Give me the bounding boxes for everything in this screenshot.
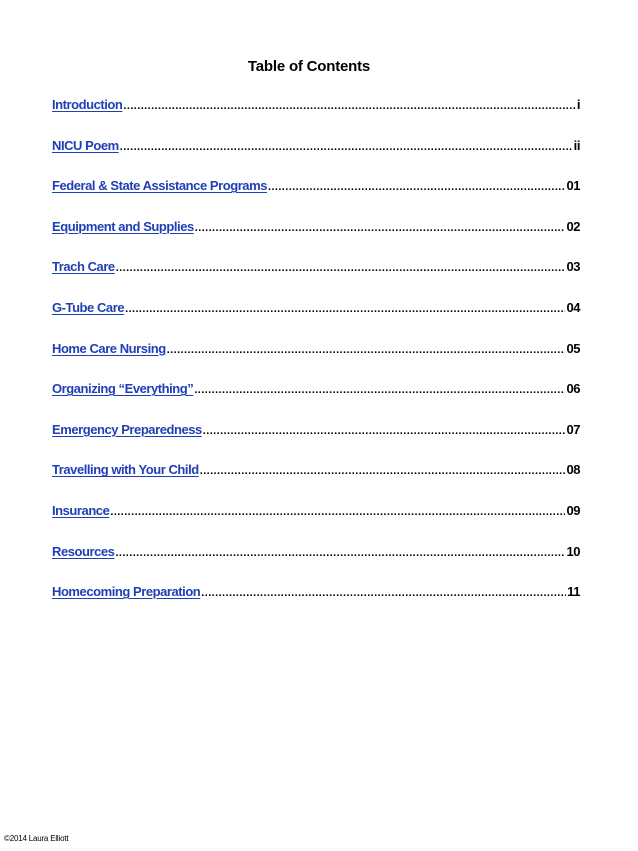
toc-link-g-tube-care[interactable]: G-Tube Care (52, 299, 125, 315)
toc-page-number: 10 (566, 543, 580, 559)
toc-page-number: 04 (566, 299, 580, 315)
toc-page-number: 05 (566, 340, 580, 356)
toc-entry-insurance (52, 503, 580, 544)
toc-link-organizing-everything[interactable]: Organizing “Everything” (52, 381, 194, 397)
toc-page-number: i (576, 97, 580, 112)
toc-link-nicu-poem[interactable]: NICU Poem (52, 137, 119, 153)
table-of-contents (52, 97, 580, 625)
toc-entry-resources (52, 544, 580, 585)
toc-entry-g-tube-care (52, 300, 580, 341)
toc-leader-dots (123, 98, 575, 114)
toc-leader-dots (195, 220, 566, 236)
toc-link-resources[interactable]: Resources (52, 543, 115, 559)
toc-page-number: 07 (566, 421, 580, 437)
toc-page-number: 03 (566, 259, 580, 275)
toc-entry-trach-care (52, 259, 580, 300)
toc-leader-dots (167, 342, 566, 358)
toc-entry-home-care-nursing (52, 341, 580, 382)
toc-entry-emergency-preparedness (52, 422, 580, 463)
toc-leader-dots (125, 301, 565, 317)
page-title: Table of Contents (247, 58, 371, 75)
toc-page-number: 11 (567, 584, 580, 600)
toc-link-travelling[interactable]: Travelling with Your Child (52, 462, 199, 478)
toc-entry-organizing-everything (52, 381, 580, 422)
toc-leader-dots (268, 179, 565, 195)
toc-entry-homecoming-preparation (52, 584, 580, 625)
toc-leader-dots (115, 545, 565, 561)
toc-entry-nicu-poem (52, 138, 580, 179)
toc-leader-dots (200, 463, 566, 479)
toc-link-equipment-supplies[interactable]: Equipment and Supplies (52, 218, 194, 234)
toc-leader-dots (116, 260, 566, 276)
toc-leader-dots (120, 139, 573, 155)
toc-link-assistance-programs[interactable]: Federal & State Assistance Programs (52, 178, 267, 194)
toc-leader-dots (201, 585, 566, 601)
toc-link-insurance[interactable]: Insurance (52, 502, 110, 518)
toc-leader-dots (110, 504, 565, 520)
toc-link-introduction[interactable]: Introduction (52, 97, 123, 112)
toc-link-home-care-nursing[interactable]: Home Care Nursing (52, 340, 166, 356)
toc-link-emergency-preparedness[interactable]: Emergency Preparedness (52, 421, 202, 437)
toc-link-homecoming-preparation[interactable]: Homecoming Preparation (52, 584, 201, 600)
toc-page-number: 01 (566, 178, 580, 194)
toc-entry-assistance-programs (52, 178, 580, 219)
copyright-footer: ©2014 Laura Elliott (4, 834, 69, 843)
toc-page-number: ii (573, 137, 580, 153)
toc-page-number: 09 (566, 502, 580, 518)
toc-leader-dots (203, 423, 566, 439)
toc-page-number: 02 (566, 218, 580, 234)
toc-link-trach-care[interactable]: Trach Care (52, 259, 115, 275)
toc-leader-dots (194, 382, 565, 398)
toc-entry-equipment-supplies (52, 219, 580, 260)
toc-entry-travelling (52, 462, 580, 503)
toc-entry-introduction (52, 97, 580, 138)
toc-page-number: 08 (566, 462, 580, 478)
toc-page-number: 06 (566, 381, 580, 397)
